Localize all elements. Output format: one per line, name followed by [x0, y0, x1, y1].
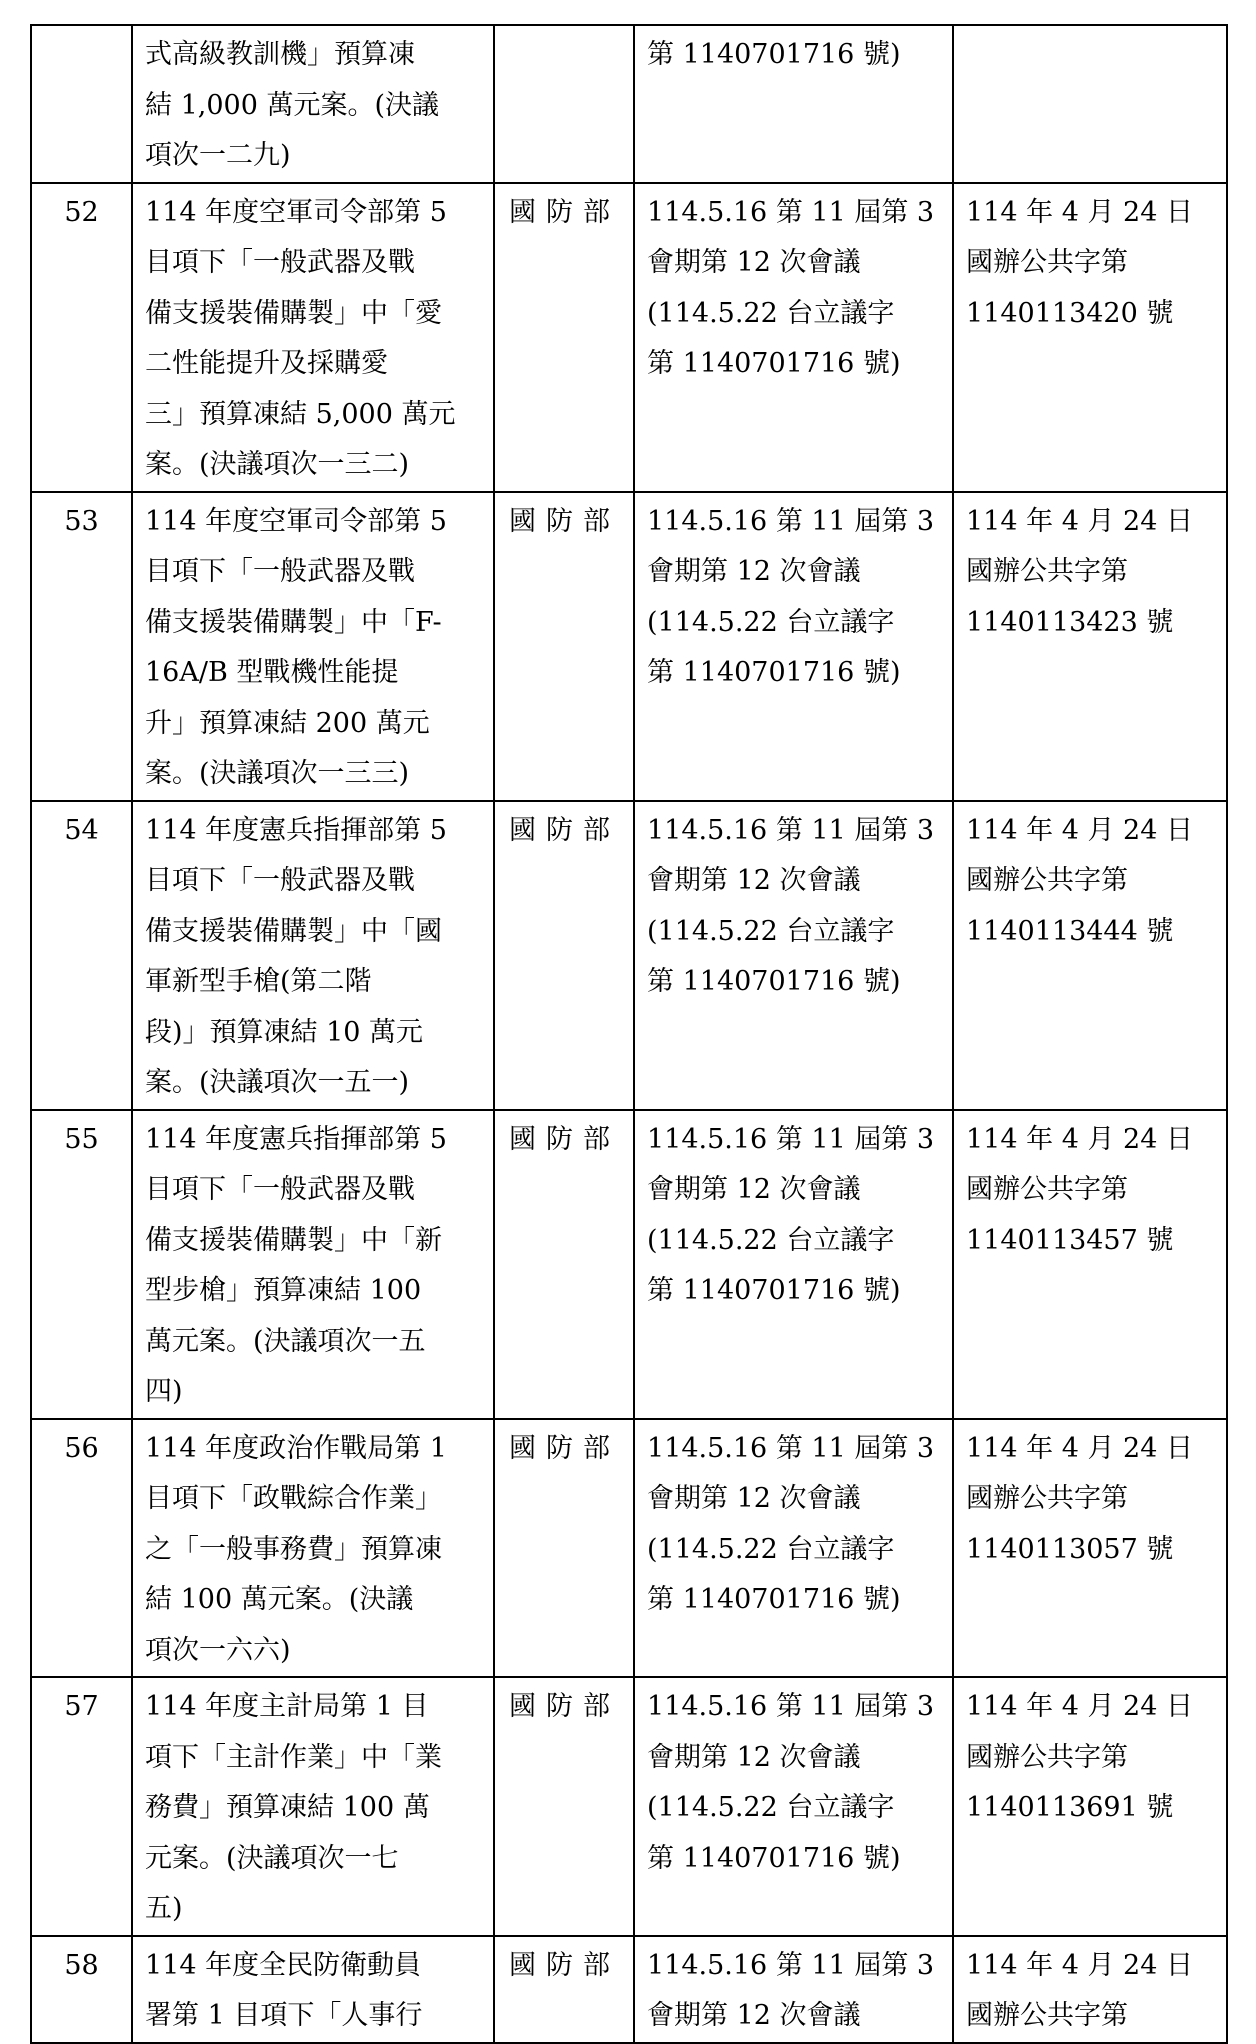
item-number-text: 54	[64, 814, 99, 846]
reply-document-line: 114 年 4 月 24 日	[966, 1432, 1193, 1464]
reply-document-cell	[953, 492, 1227, 801]
reply-document-line: 1140113444 號	[966, 915, 1174, 947]
meeting-reference-line: 114.5.16 第 11 屆第 3	[647, 1691, 935, 1722]
meeting-reference-line: 第 1140701716 號)	[647, 1584, 901, 1615]
meeting-reference-line: 第 1140701716 號)	[647, 39, 901, 70]
responsible-agency-text: 國防部	[509, 1949, 620, 1981]
resolution-description-line: 16A/B 型戰機性能提	[145, 657, 399, 688]
meeting-reference-cell	[634, 183, 953, 492]
reply-document-line: 國辦公共字第	[966, 1174, 1128, 1205]
responsible-agency-cell	[494, 1936, 634, 2043]
meeting-reference-line: (114.5.22 台立議字	[647, 1533, 895, 1565]
resolution-description-line: 務費」預算凍結 100 萬	[145, 1792, 430, 1823]
item-number-cell	[31, 1677, 132, 1936]
meeting-reference-line: 會期第 12 次會議	[647, 1174, 861, 1205]
item-number-cell	[31, 1110, 132, 1419]
meeting-reference-line: 114.5.16 第 11 屆第 3	[647, 1949, 935, 1981]
resolution-description-line: 署第 1 目項下「人事行	[145, 2000, 423, 2031]
meeting-reference-cell	[634, 1419, 953, 1678]
table-row	[31, 1677, 1227, 1936]
resolution-table	[30, 24, 1228, 2044]
resolution-description-line: 之「一般事務費」預算凍	[145, 1533, 442, 1565]
table-row	[31, 1936, 1227, 2043]
responsible-agency-text: 國防部	[509, 196, 620, 228]
resolution-description-line: 式高級教訓機」預算凍	[145, 39, 415, 70]
reply-document-cell	[953, 183, 1227, 492]
table-body	[31, 25, 1227, 2043]
responsible-agency-cell	[494, 183, 634, 492]
reply-document-line: 國辦公共字第	[966, 556, 1128, 587]
responsible-agency-cell	[494, 1110, 634, 1419]
item-number-text: 57	[64, 1691, 99, 1722]
resolution-description-line: 114 年度憲兵指揮部第 5	[145, 1123, 447, 1155]
meeting-reference-line: 會期第 12 次會議	[647, 1741, 861, 1773]
resolution-description-line: 目項下「一般武器及戰	[145, 865, 415, 896]
reply-document-line: 1140113420 號	[966, 297, 1174, 329]
meeting-reference-cell	[634, 1677, 953, 1936]
resolution-description-line: 五)	[145, 1893, 183, 1924]
responsible-agency-cell	[494, 1419, 634, 1678]
resolution-description-line: 結 1,000 萬元案。(決議	[145, 89, 439, 121]
meeting-reference-cell	[634, 1936, 953, 2043]
item-number-cell	[31, 25, 132, 183]
reply-document-line: 國辦公共字第	[966, 865, 1128, 896]
meeting-reference-line: 會期第 12 次會議	[647, 865, 861, 896]
meeting-reference-line: 114.5.16 第 11 屆第 3	[647, 196, 935, 228]
reply-document-line: 114 年 4 月 24 日	[966, 1123, 1193, 1155]
meeting-reference-line: 會期第 12 次會議	[647, 556, 861, 587]
reply-document-line: 114 年 4 月 24 日	[966, 814, 1193, 846]
reply-document-line: 1140113691 號	[966, 1792, 1174, 1823]
meeting-reference-line: 會期第 12 次會議	[647, 247, 861, 278]
item-number-cell	[31, 801, 132, 1110]
resolution-description-line: 二性能提升及採購愛	[145, 348, 388, 379]
resolution-description-line: 114 年度空軍司令部第 5	[145, 505, 447, 537]
resolution-description-cell	[132, 25, 494, 183]
resolution-description-cell	[132, 1677, 494, 1936]
resolution-description-cell	[132, 1936, 494, 2043]
meeting-reference-cell	[634, 1110, 953, 1419]
resolution-description-line: 項次一六六)	[145, 1634, 291, 1666]
table-row	[31, 492, 1227, 801]
reply-document-cell	[953, 25, 1227, 183]
resolution-description-cell	[132, 801, 494, 1110]
reply-document-line: 114 年 4 月 24 日	[966, 196, 1193, 228]
reply-document-line: 國辦公共字第	[966, 1741, 1128, 1773]
item-number-text: 55	[64, 1123, 99, 1155]
resolution-description-line: 萬元案。(決議項次一五	[145, 1325, 426, 1357]
responsible-agency-text: 國防部	[509, 505, 620, 537]
meeting-reference-line: 114.5.16 第 11 屆第 3	[647, 814, 935, 846]
resolution-description-line: 114 年度全民防衛動員	[145, 1949, 422, 1981]
resolution-description-line: 案。(決議項次一五一)	[145, 1067, 410, 1098]
meeting-reference-line: 114.5.16 第 11 屆第 3	[647, 1432, 935, 1464]
meeting-reference-line: 第 1140701716 號)	[647, 348, 901, 379]
table-row	[31, 1419, 1227, 1678]
meeting-reference-line: 第 1140701716 號)	[647, 1275, 901, 1306]
resolution-description-line: 目項下「一般武器及戰	[145, 556, 415, 587]
meeting-reference-line: (114.5.22 台立議字	[647, 297, 895, 329]
resolution-description-line: 升」預算凍結 200 萬元	[145, 707, 430, 739]
reply-document-line: 114 年 4 月 24 日	[966, 1691, 1193, 1722]
item-number-cell	[31, 183, 132, 492]
responsible-agency-cell	[494, 492, 634, 801]
meeting-reference-line: 會期第 12 次會議	[647, 2000, 861, 2031]
resolution-description-line: 案。(決議項次一三三)	[145, 758, 410, 789]
resolution-description-line: 軍新型手槍(第二階	[145, 966, 372, 997]
item-number-cell	[31, 492, 132, 801]
meeting-reference-line: (114.5.22 台立議字	[647, 1792, 895, 1823]
reply-document-line: 國辦公共字第	[966, 2000, 1128, 2031]
meeting-reference-line: (114.5.22 台立議字	[647, 915, 895, 947]
meeting-reference-line: 會期第 12 次會議	[647, 1483, 861, 1514]
resolution-description-line: 元案。(決議項次一七	[145, 1842, 399, 1874]
table-row	[31, 1110, 1227, 1419]
meeting-reference-line: 第 1140701716 號)	[647, 657, 901, 688]
resolution-description-line: 案。(決議項次一三二)	[145, 449, 410, 480]
reply-document-cell	[953, 1419, 1227, 1678]
meeting-reference-cell	[634, 801, 953, 1110]
resolution-description-line: 項下「主計作業」中「業	[145, 1741, 442, 1773]
item-number-cell	[31, 1936, 132, 2043]
reply-document-line: 1140113457 號	[966, 1224, 1174, 1256]
meeting-reference-line: 114.5.16 第 11 屆第 3	[647, 505, 935, 537]
responsible-agency-text: 國防部	[509, 1691, 620, 1722]
reply-document-cell	[953, 801, 1227, 1110]
resolution-description-line: 備支援裝備購製」中「國	[145, 915, 442, 947]
reply-document-cell	[953, 1677, 1227, 1936]
resolution-description-line: 備支援裝備購製」中「愛	[145, 297, 442, 329]
resolution-description-line: 114 年度憲兵指揮部第 5	[145, 814, 447, 846]
reply-document-line: 1140113423 號	[966, 606, 1174, 638]
resolution-description-line: 備支援裝備購製」中「新	[145, 1224, 442, 1256]
resolution-description-line: 目項下「一般武器及戰	[145, 247, 415, 278]
resolution-description-line: 114 年度空軍司令部第 5	[145, 196, 447, 228]
resolution-description-cell	[132, 1419, 494, 1678]
item-number-text: 58	[64, 1949, 99, 1981]
reply-document-line: 114 年 4 月 24 日	[966, 1949, 1193, 1981]
responsible-agency-cell	[494, 1677, 634, 1936]
reply-document-cell	[953, 1110, 1227, 1419]
resolution-description-line: 備支援裝備購製」中「F-	[145, 606, 442, 638]
meeting-reference-line: 第 1140701716 號)	[647, 1842, 901, 1874]
responsible-agency-text: 國防部	[509, 1432, 620, 1464]
responsible-agency-text: 國防部	[509, 814, 620, 846]
resolution-description-line: 三」預算凍結 5,000 萬元	[145, 398, 456, 430]
resolution-description-line: 114 年度主計局第 1 目	[145, 1691, 429, 1722]
responsible-agency-cell	[494, 801, 634, 1110]
table-row	[31, 25, 1227, 183]
meeting-reference-cell	[634, 492, 953, 801]
resolution-description-line: 型步槍」預算凍結 100	[145, 1275, 422, 1306]
resolution-description-cell	[132, 1110, 494, 1419]
reply-document-line: 1140113057 號	[966, 1533, 1174, 1565]
meeting-reference-line: 第 1140701716 號)	[647, 966, 901, 997]
resolution-description-line: 四)	[145, 1376, 183, 1407]
table-row	[31, 801, 1227, 1110]
resolution-description-line: 項次一二九)	[145, 140, 291, 171]
meeting-reference-line: (114.5.22 台立議字	[647, 1224, 895, 1256]
meeting-reference-line: 114.5.16 第 11 屆第 3	[647, 1123, 935, 1155]
resolution-description-line: 114 年度政治作戰局第 1	[145, 1432, 447, 1464]
resolution-description-line: 結 100 萬元案。(決議	[145, 1584, 414, 1615]
item-number-cell	[31, 1419, 132, 1678]
resolution-description-line: 目項下「政戰綜合作業」	[145, 1483, 442, 1514]
resolution-description-cell	[132, 492, 494, 801]
reply-document-line: 國辦公共字第	[966, 247, 1128, 278]
item-number-text: 52	[64, 196, 99, 228]
reply-document-line: 114 年 4 月 24 日	[966, 505, 1193, 537]
resolution-description-line: 目項下「一般武器及戰	[145, 1174, 415, 1205]
reply-document-cell	[953, 1936, 1227, 2043]
meeting-reference-line: (114.5.22 台立議字	[647, 606, 895, 638]
responsible-agency-text: 國防部	[509, 1123, 620, 1155]
reply-document-line: 國辦公共字第	[966, 1483, 1128, 1514]
meeting-reference-cell	[634, 25, 953, 183]
item-number-text: 53	[64, 505, 99, 537]
item-number-text: 56	[64, 1432, 99, 1464]
table-row	[31, 183, 1227, 492]
resolution-description-cell	[132, 183, 494, 492]
responsible-agency-cell	[494, 25, 634, 183]
resolution-description-line: 段)」預算凍結 10 萬元	[145, 1016, 424, 1048]
